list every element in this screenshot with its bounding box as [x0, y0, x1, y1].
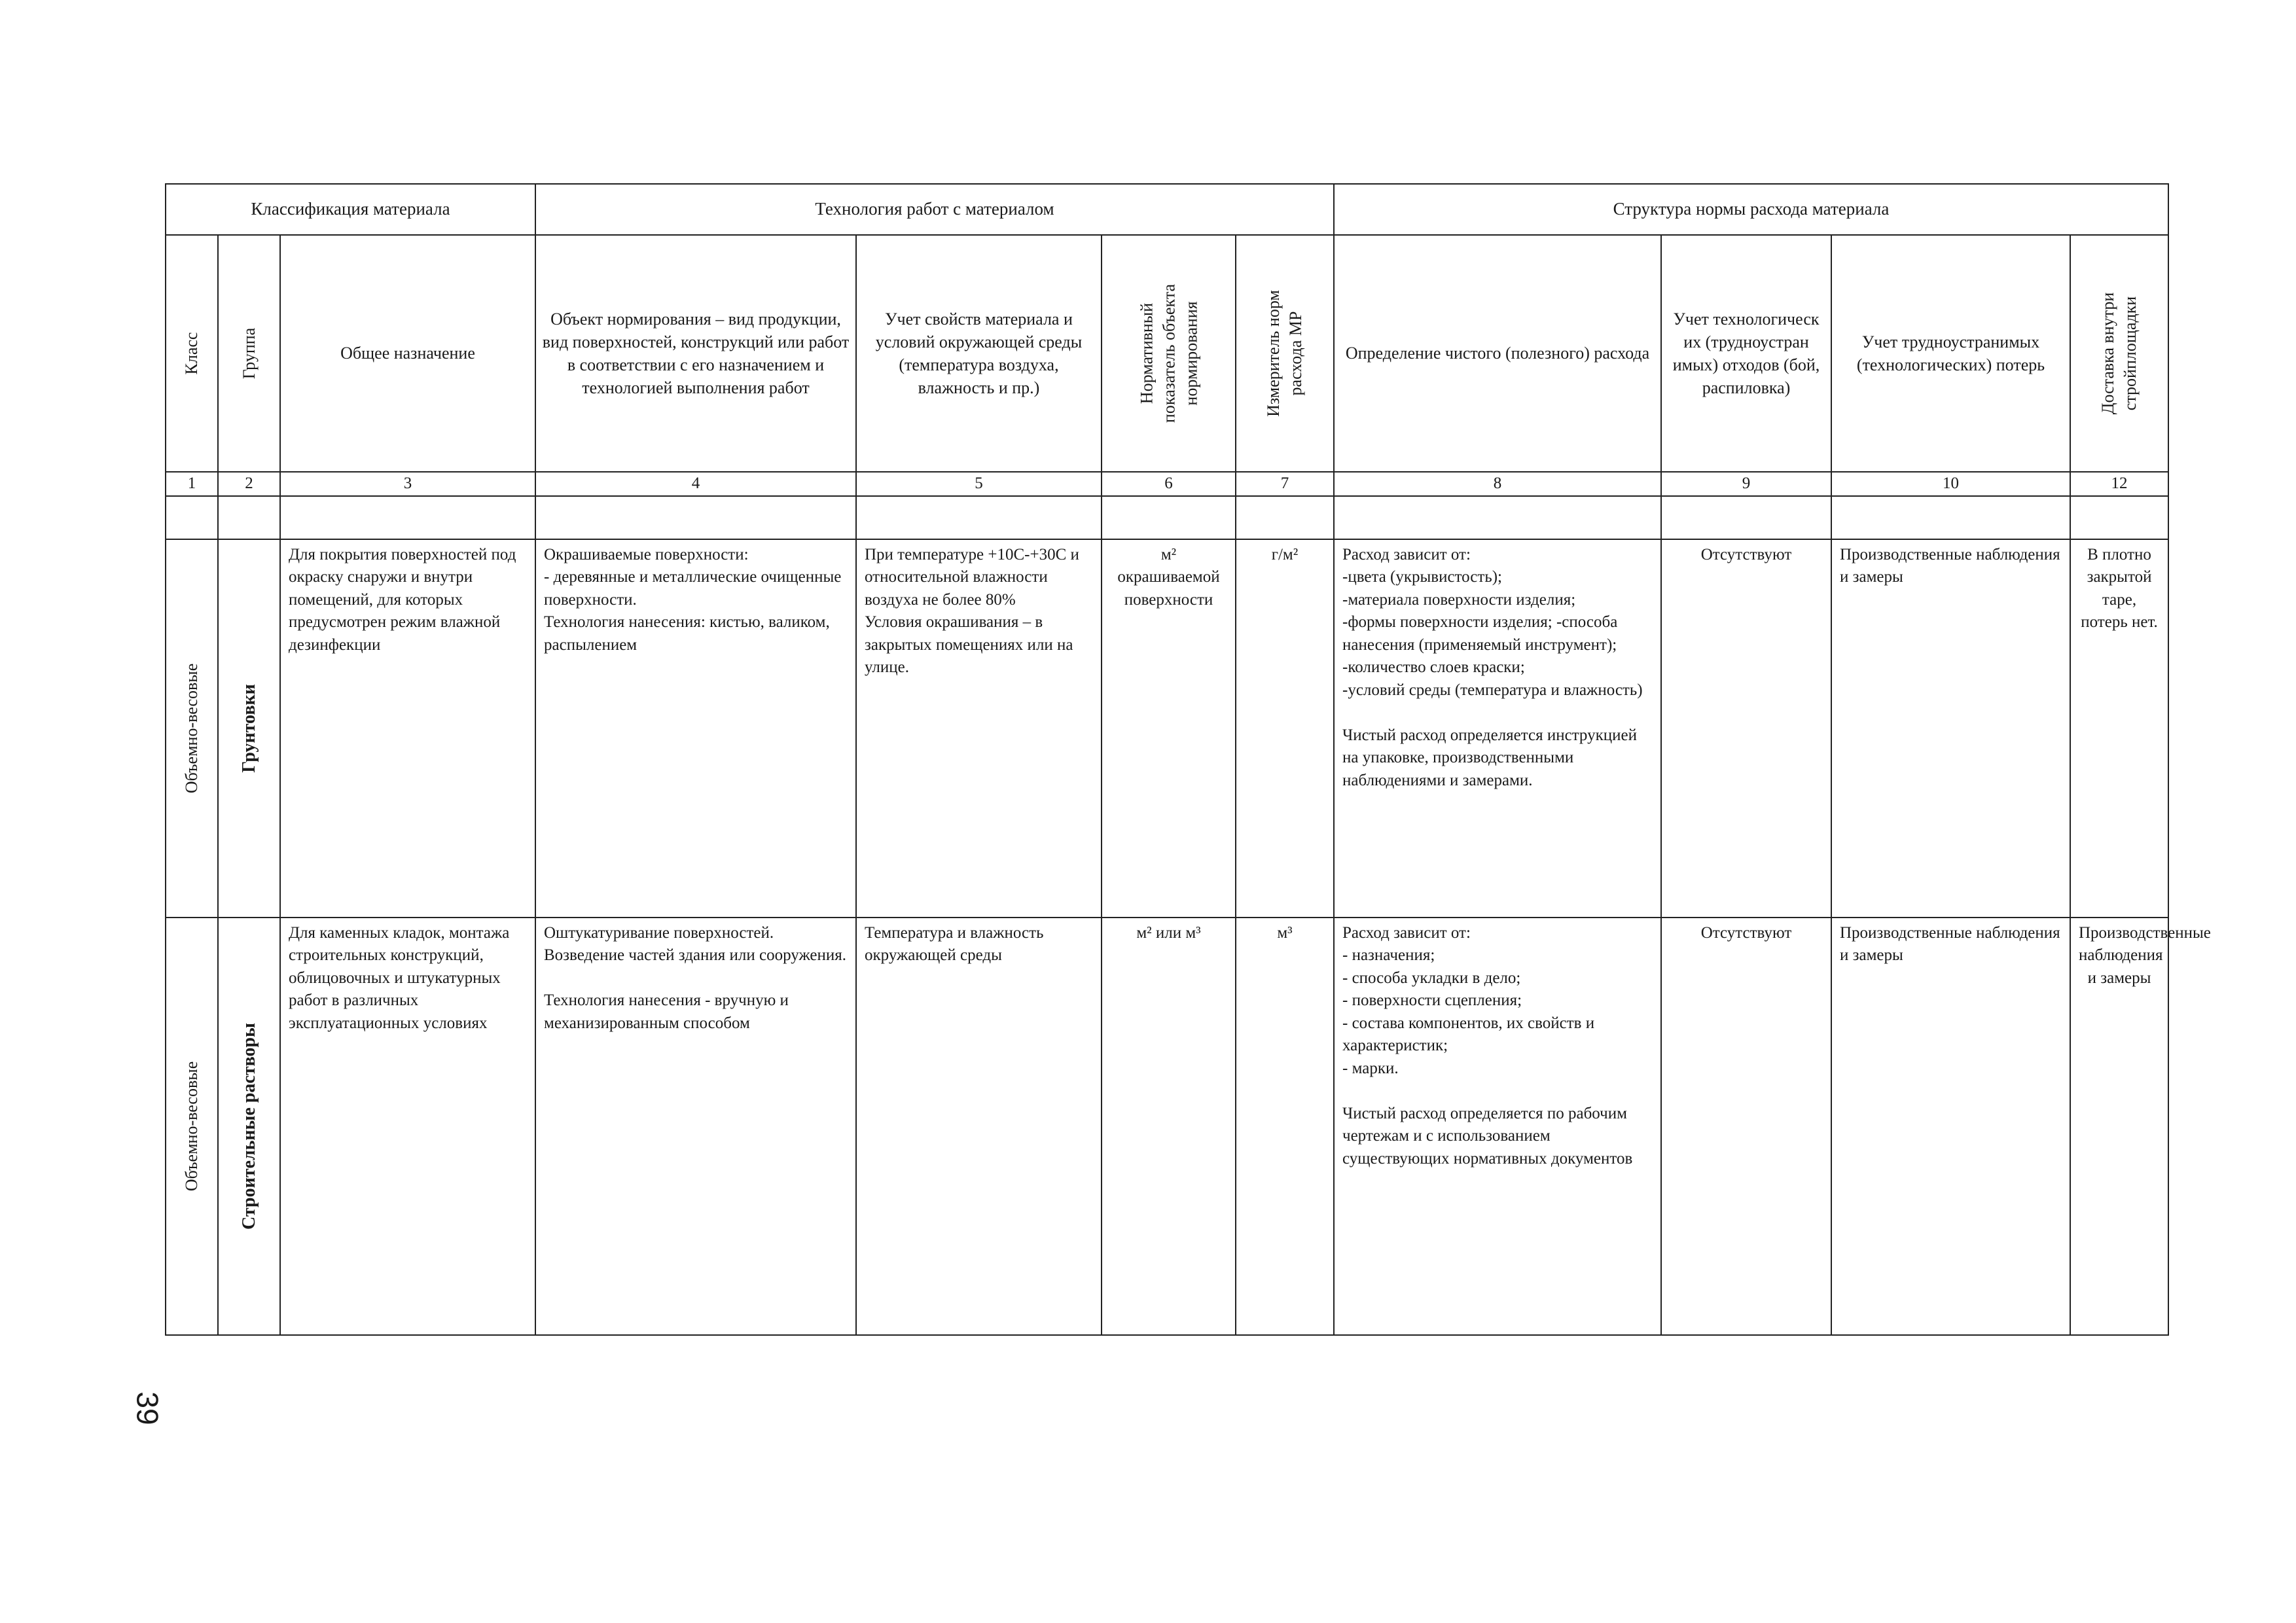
table-row: [166, 918, 2168, 1335]
col-number: 3: [280, 472, 535, 496]
cell-izmeritel: г/м²: [1236, 539, 1334, 918]
cell-normativ: м² или м³: [1102, 918, 1236, 1335]
col-header-dostavka: Доставка внутри стройплощадки: [2070, 235, 2168, 472]
col-number: 1: [166, 472, 218, 496]
col-header-otkhody: Учет технологическ их (трудноустран имых) отходов (бой, распиловка): [1661, 235, 1831, 472]
col-number: 5: [856, 472, 1102, 496]
table-row: [166, 539, 2168, 918]
norms-table: [165, 183, 2211, 1336]
group-header-row: [166, 184, 2168, 235]
cell-obekt: Оштукатуривание поверхностей. Возведение частей здания или сооружения. Технология нанесения - вручную и механизированным способом: [535, 918, 856, 1335]
cell-gruppa: Грунтовки: [218, 539, 280, 918]
cell-uchet: Температура и влажность окружающей среды: [856, 918, 1102, 1335]
col-number: 2: [218, 472, 280, 496]
cell-dostavka: В плотно закрытой таре, потерь нет.: [2070, 539, 2168, 918]
cell-poteri: Производственные наблюдения и замеры: [1831, 539, 2070, 918]
group-classification: Классификация материала: [166, 184, 535, 235]
cell-otkhody: Отсутствуют: [1661, 918, 1831, 1335]
group-technology: Технология работ с материалом: [535, 184, 1334, 235]
cell-izmeritel: м³: [1236, 918, 1334, 1335]
cell-chisty: Расход зависит от: - назначения; - способа укладки в дело; - поверхности сцепления; - состава компонентов, их свойств и характеристик; - марки. Чистый расход определяется по рабочим чертежам и с использованием существующих нормативных документов: [1334, 918, 1661, 1335]
page-number: 39: [130, 1391, 165, 1425]
group-structure: Структура нормы расхода материала: [1334, 184, 2168, 235]
col-number: 8: [1334, 472, 1661, 496]
col-number: 7: [1236, 472, 1334, 496]
cell-obekt: Окрашиваемые поверхности: - деревянные и металлические очищенные поверхности. Технология нанесения: кистью, валиком, распылением: [535, 539, 856, 918]
col-header-obekt: Объект нормирования – вид продукции, вид поверхностей, конструкций или работ в соответствии с его назначением и технологией выполнения работ: [535, 235, 856, 472]
cell-chisty: Расход зависит от: -цвета (укрывистость); -материала поверхности изделия; -формы поверхности изделия; -способа нанесения (применяемый инструмент); -количество слоев краски; -условий среды (температура и влажность) Чистый расход определяется инструкцией на упаковке, производственными наблюдениями и замерами.: [1334, 539, 1661, 918]
cell-otkhody: Отсутствуют: [1661, 539, 1831, 918]
col-header-obshchee: Общее назначение: [280, 235, 535, 472]
col-number: 4: [535, 472, 856, 496]
col-number: 10: [1831, 472, 2070, 496]
col-header-chisty: Определение чистого (полезного) расхода: [1334, 235, 1661, 472]
cell-gruppa: Строительные растворы: [218, 918, 280, 1335]
col-header-poteri: Учет трудноустранимых (технологических) потерь: [1831, 235, 2070, 472]
column-number-row: [166, 472, 2168, 496]
spacer-row: [166, 496, 2168, 539]
col-header-gruppa: Группа: [218, 235, 280, 472]
col-number: 6: [1102, 472, 1236, 496]
cell-obshchee: Для покрытия поверхностей под окраску снаружи и внутри помещений, для которых предусмотрен режим влажной дезинфекции: [280, 539, 535, 918]
col-header-normativ: Нормативный показатель объекта нормирования: [1102, 235, 1236, 472]
column-header-row: [166, 235, 2168, 472]
col-header-klass: Класс: [166, 235, 218, 472]
cell-obshchee: Для каменных кладок, монтажа строительных конструкций, облицовочных и штукатурных работ в различных эксплуатационных условиях: [280, 918, 535, 1335]
col-header-uchet-svoistv: Учет свойств материала и условий окружающей среды (температура воздуха, влажность и пр.): [856, 235, 1102, 472]
col-number: 12: [2070, 472, 2168, 496]
cell-dostavka: Производственные наблюдения и замеры: [2070, 918, 2168, 1335]
cell-uchet: При температуре +10С-+30С и относительной влажности воздуха не более 80% Условия окрашивания – в закрытых помещениях или на улице.: [856, 539, 1102, 918]
col-number: 9: [1661, 472, 1831, 496]
cell-klass: Объемно-весовые: [166, 539, 218, 918]
cell-klass: Объемно-весовые: [166, 918, 218, 1335]
cell-normativ: м² окрашиваемой поверхности: [1102, 539, 1236, 918]
cell-poteri: Производственные наблюдения и замеры: [1831, 918, 2070, 1335]
col-header-izmeritel: Измеритель норм расхода МР: [1236, 235, 1334, 472]
